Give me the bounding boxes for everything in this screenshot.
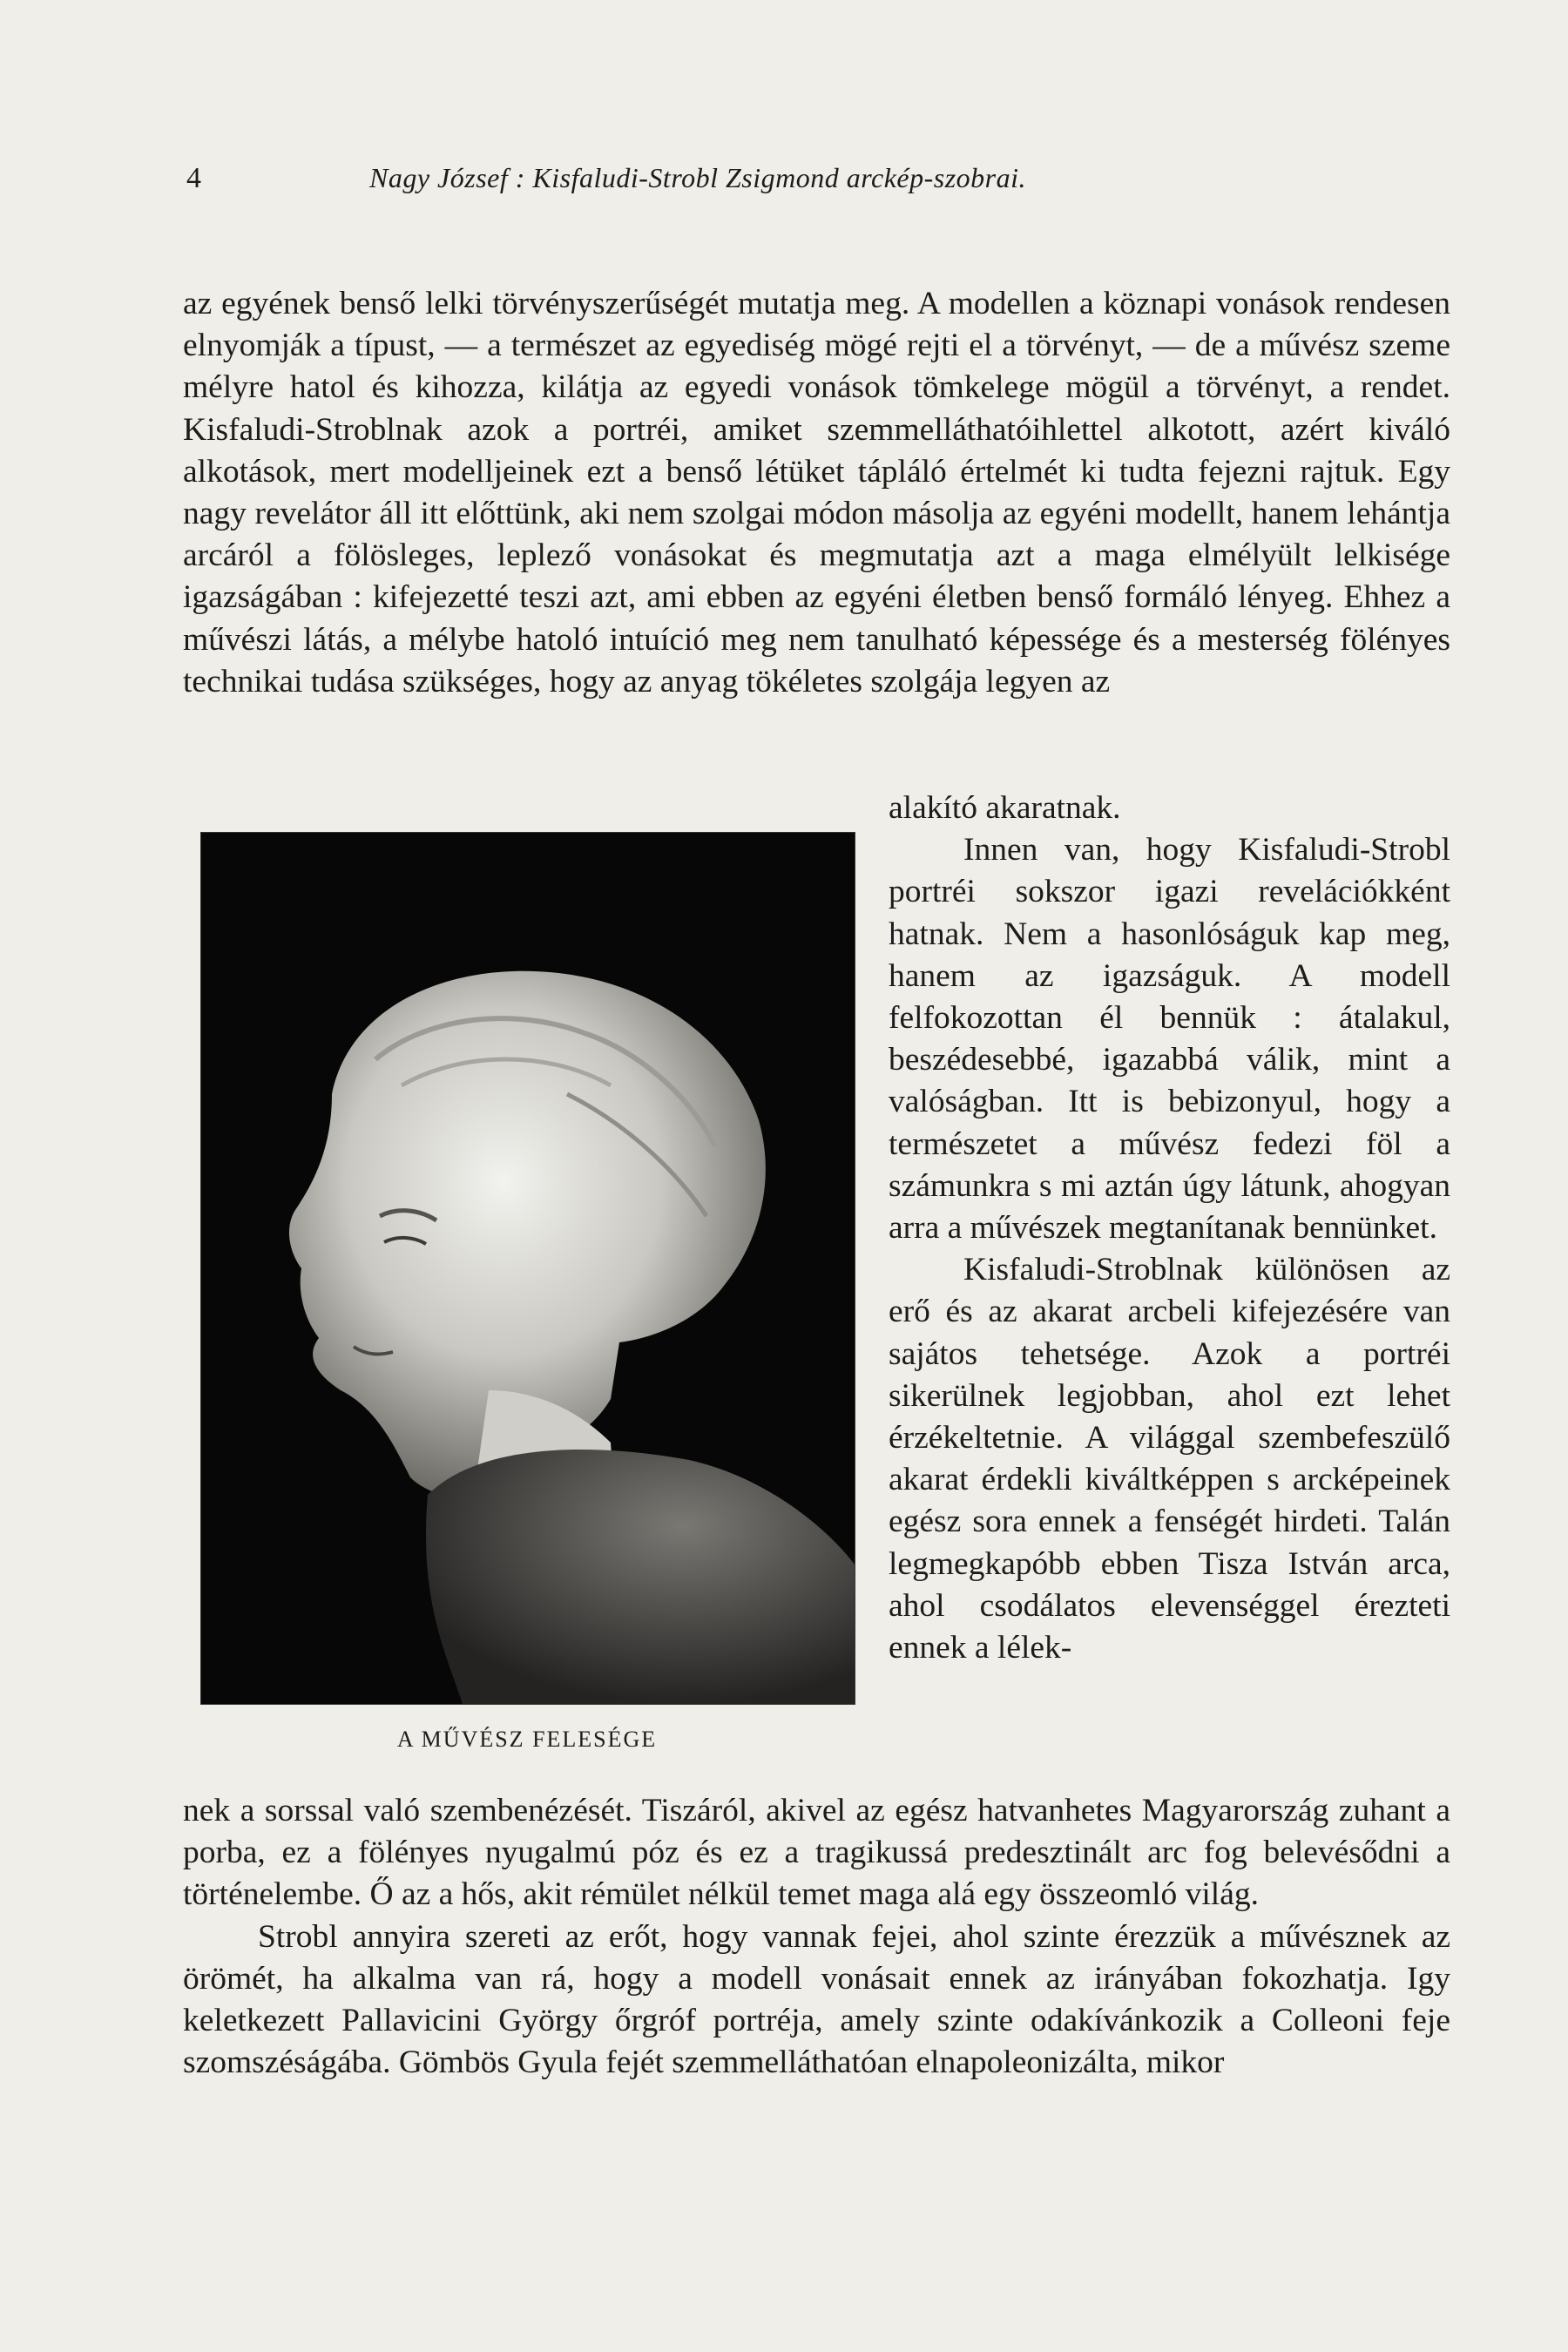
paragraph: Strobl annyira szereti az erőt, hogy vannak fejei, ahol szinte érezzük a művésznek az örömét, ha alkalma van rá, hogy a modell vonásait ennek az irányában fokozhatja. Igy keletkezett Pallavicini György őrgróf portréja, amely szinte odakívánkozik a Colleoni feje szomszéságába. Gömbös Gyula fejét szemmelláthatóan elnapoleonizálta, mikor: [183, 1918, 1450, 2081]
paragraph: az egyének benső lelki törvényszerűségét mutatja meg. A modellen a köznapi vonások rendesen elnyomják a típust, — a természet az egyediség mögé rejti el a törvényt, — de a művész szeme mélyre hatol és kihozza, kilátja az egyedi vonások tömkelege mögül a törvényt, a rendet. Kisfaludi-Stroblnak azok a portréi, amiket szemmelláthatóihlettel alkotott, azért kiváló alkotások, mert modelljeinek ezt a benső létüket tápláló értelmét ki tudta fejezni rajtuk. Egy nagy revelátor áll itt előttünk, aki nem szolgai módon másolja az egyéni modellt, hanem lehántja arcáról a fölösleges, leplező vonásokat és megmutatja azt a maga elmélyült lelkisége igazságában : kifejezetté teszi azt, ami ebben az egyéni életben benső formáló lényeg. Ehhez a művészi látás, a mélybe hatoló intuíció meg nem tanulható képessége és a mesterség fölényes technikai tudása szükséges, hogy az anyag tökéletes szolgája legyen az: [183, 286, 1450, 700]
running-title: Nagy József : Kisfaludi-Strobl Zsigmond arckép-szobrai.: [369, 162, 1026, 193]
sculpture-photo: [200, 832, 855, 1705]
body-text-top: [183, 283, 1450, 703]
page-number: 4: [186, 162, 202, 194]
paragraph: Kisfaludi-Stroblnak különösen az erő és az akarat arcbeli kifejezésére van sajátos tehetsége. Azok a portréi sikerülnek legjobban, ahol ezt lehet érzékeltetnie. A világgal szembefeszülő akarat érdekli kiváltképpen s arcképeinek egész sora ennek a fenségét hirdeti. Talán legmegkapóbb ebben Tisza István arca, ahol csodálatos elevenséggel érezteti ennek a lélek-: [889, 1252, 1450, 1666]
figure-caption: A MŰVÉSZ FELESÉGE: [396, 1727, 658, 1752]
portrait-bust-image: [201, 833, 855, 1704]
paragraph: alakító akaratnak.: [889, 790, 1121, 826]
paragraph: Innen van, hogy Kisfaludi-Strobl portréi sokszor igazi revelációkként hatnak. Nem a hasonlóságuk kap meg, hanem az igazságuk. A modell felfokozottan él bennük : átalakul, beszédesebbé, igazabbá válik, mint a valóságban. Itt is bebizonyul, hogy a természetet a művész fedezi föl a számunkra s mi aztán úgy látunk, ahogyan arra a művészek megtanítanak bennünket.: [889, 832, 1450, 1247]
paragraph: nek a sorssal való szembenézését. Tiszáról, akivel az egész hatvanhetes Magyarország zuhant a porba, ez a fölényes nyugalmú póz és ez a tragikussá predesztinált arc fog belevésődni a történelembe. Ő az a hős, akit rémület nélkül temet maga alá egy összeomló világ.: [183, 1793, 1450, 1913]
body-text-side: [889, 787, 1450, 1669]
body-text-bottom: [183, 1790, 1450, 2084]
